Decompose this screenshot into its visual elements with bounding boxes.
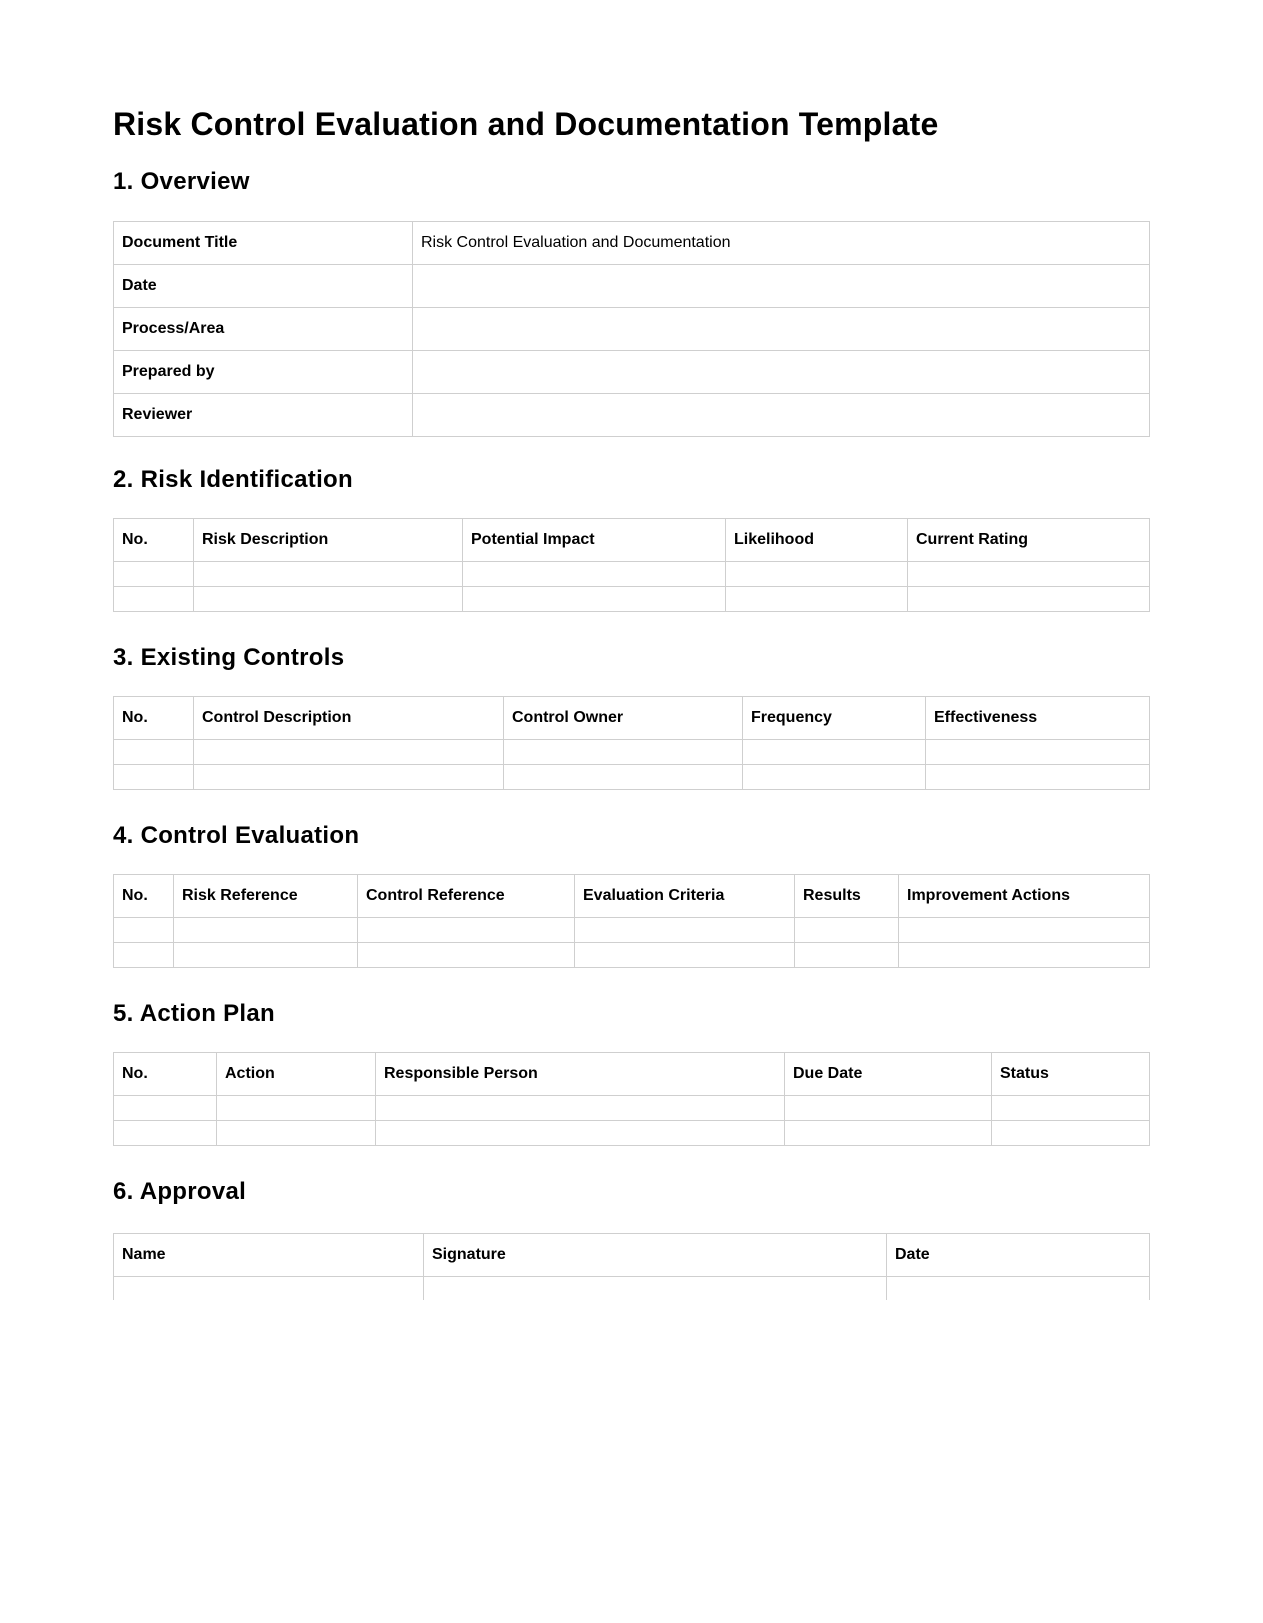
table-cell[interactable] <box>194 740 504 765</box>
table-cell[interactable] <box>217 1096 376 1121</box>
column-header: No. <box>114 875 174 918</box>
table-cell[interactable] <box>463 587 726 612</box>
table-cell[interactable] <box>795 918 899 943</box>
table-header-row <box>114 1053 1150 1096</box>
column-header: No. <box>114 1053 217 1096</box>
table-header-row <box>114 519 1150 562</box>
column-header: Effectiveness <box>926 697 1150 740</box>
column-header: Current Rating <box>908 519 1150 562</box>
table-cell[interactable] <box>926 740 1150 765</box>
overview-row-reviewer <box>114 394 1150 437</box>
table-cell[interactable] <box>899 918 1150 943</box>
overview-value[interactable] <box>413 394 1150 437</box>
overview-label: Document Title <box>114 222 413 265</box>
table-cell[interactable] <box>114 918 174 943</box>
column-header: Status <box>992 1053 1150 1096</box>
overview-label: Process/Area <box>114 308 413 351</box>
risk-identification-heading: 2. Risk Identification <box>113 466 353 493</box>
approval-signature-cell[interactable] <box>424 1277 887 1301</box>
table-row <box>114 1121 1150 1146</box>
column-header: Improvement Actions <box>899 875 1150 918</box>
column-header: Control Description <box>194 697 504 740</box>
table-row <box>114 918 1150 943</box>
overview-row-process-area <box>114 308 1150 351</box>
existing-controls-table <box>113 696 1150 790</box>
overview-heading: 1. Overview <box>113 168 250 195</box>
table-cell[interactable] <box>504 740 743 765</box>
table-cell[interactable] <box>908 587 1150 612</box>
table-cell[interactable] <box>992 1121 1150 1146</box>
overview-value[interactable] <box>413 351 1150 394</box>
table-cell[interactable] <box>114 587 194 612</box>
table-cell[interactable] <box>463 562 726 587</box>
column-header: Risk Description <box>194 519 463 562</box>
column-header: Responsible Person <box>376 1053 785 1096</box>
column-header: Frequency <box>743 697 926 740</box>
table-cell[interactable] <box>726 562 908 587</box>
table-cell[interactable] <box>174 943 358 968</box>
table-row <box>114 1277 1150 1301</box>
table-cell[interactable] <box>114 765 194 790</box>
column-header: Likelihood <box>726 519 908 562</box>
table-cell[interactable] <box>376 1096 785 1121</box>
table-cell[interactable] <box>194 765 504 790</box>
table-cell[interactable] <box>217 1121 376 1146</box>
table-cell[interactable] <box>114 1096 217 1121</box>
overview-table <box>113 221 1150 437</box>
table-cell[interactable] <box>114 562 194 587</box>
overview-value[interactable]: Risk Control Evaluation and Documentation <box>413 222 1150 265</box>
column-header: No. <box>114 697 194 740</box>
overview-label: Date <box>114 265 413 308</box>
overview-row-document-title <box>114 222 1150 265</box>
column-header: Action <box>217 1053 376 1096</box>
table-cell[interactable] <box>114 943 174 968</box>
column-header: Control Reference <box>358 875 575 918</box>
table-row <box>114 740 1150 765</box>
table-cell[interactable] <box>358 918 575 943</box>
column-header: Results <box>795 875 899 918</box>
overview-row-prepared-by <box>114 351 1150 394</box>
column-header: Signature <box>424 1234 887 1277</box>
action-plan-heading: 5. Action Plan <box>113 1000 276 1027</box>
control-evaluation-table <box>113 874 1150 968</box>
control-evaluation-heading: 4. Control Evaluation <box>113 822 360 849</box>
table-cell[interactable] <box>743 765 926 790</box>
document-title: Risk Control Evaluation and Documentation Template <box>113 106 939 142</box>
table-cell[interactable] <box>992 1096 1150 1121</box>
table-cell[interactable] <box>726 587 908 612</box>
overview-label: Reviewer <box>114 394 413 437</box>
table-cell[interactable] <box>575 918 795 943</box>
approval-table-clip <box>113 1233 1150 1300</box>
column-header: Risk Reference <box>174 875 358 918</box>
approval-date-cell[interactable] <box>887 1277 1150 1301</box>
column-header: Due Date <box>785 1053 992 1096</box>
table-header-row <box>114 697 1150 740</box>
table-cell[interactable] <box>504 765 743 790</box>
table-header-row <box>114 875 1150 918</box>
table-cell[interactable] <box>376 1121 785 1146</box>
table-row <box>114 765 1150 790</box>
table-cell[interactable] <box>358 943 575 968</box>
table-cell[interactable] <box>785 1121 992 1146</box>
approval-heading: 6. Approval <box>113 1178 247 1205</box>
table-cell[interactable] <box>908 562 1150 587</box>
risk-identification-table <box>113 518 1150 612</box>
approval-name-cell[interactable] <box>114 1277 424 1301</box>
table-row <box>114 1096 1150 1121</box>
column-header: Control Owner <box>504 697 743 740</box>
table-cell[interactable] <box>114 740 194 765</box>
table-cell[interactable] <box>926 765 1150 790</box>
table-cell[interactable] <box>194 587 463 612</box>
column-header: No. <box>114 519 194 562</box>
table-cell[interactable] <box>899 943 1150 968</box>
column-header: Name <box>114 1234 424 1277</box>
approval-table <box>113 1233 1150 1300</box>
overview-row-date <box>114 265 1150 308</box>
table-cell[interactable] <box>194 562 463 587</box>
column-header: Date <box>887 1234 1150 1277</box>
table-cell[interactable] <box>114 1121 217 1146</box>
existing-controls-heading: 3. Existing Controls <box>113 644 345 671</box>
overview-value[interactable] <box>413 265 1150 308</box>
table-cell[interactable] <box>785 1096 992 1121</box>
table-row <box>114 587 1150 612</box>
table-header-row <box>114 1234 1150 1277</box>
table-row <box>114 943 1150 968</box>
table-cell[interactable] <box>743 740 926 765</box>
column-header: Potential Impact <box>463 519 726 562</box>
table-cell[interactable] <box>575 943 795 968</box>
table-row <box>114 562 1150 587</box>
table-cell[interactable] <box>174 918 358 943</box>
action-plan-table <box>113 1052 1150 1146</box>
overview-label: Prepared by <box>114 351 413 394</box>
table-cell[interactable] <box>795 943 899 968</box>
overview-value[interactable] <box>413 308 1150 351</box>
column-header: Evaluation Criteria <box>575 875 795 918</box>
